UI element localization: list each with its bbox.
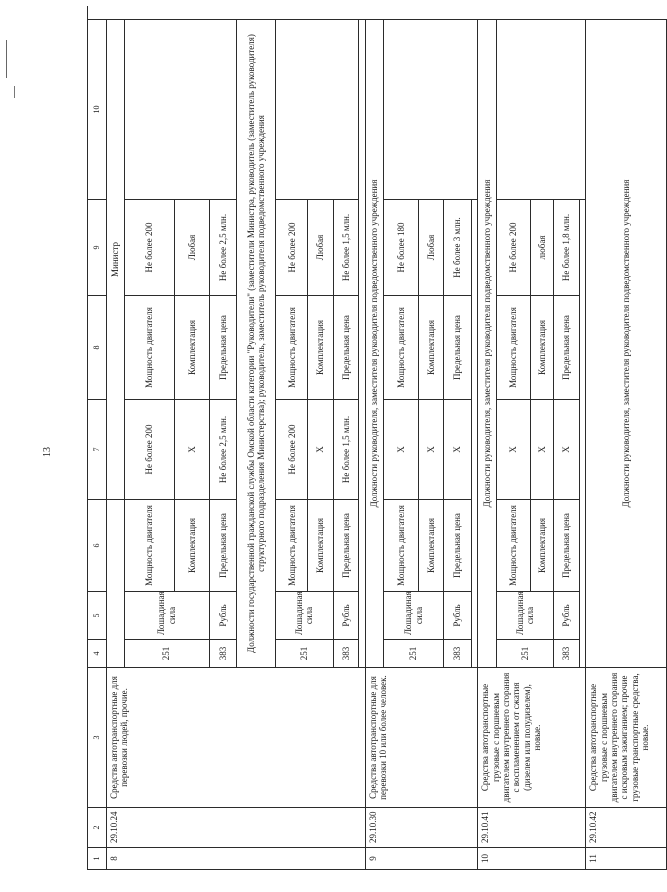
characteristic: Комплектация	[175, 296, 209, 400]
characteristic: Мощность двигателя	[496, 296, 530, 400]
characteristic: Комплектация	[175, 500, 209, 592]
unit-name: Рубль	[554, 592, 579, 640]
unit-name: Рубль	[333, 592, 358, 640]
value: Не более 1,8 млн.	[554, 200, 579, 296]
value: Не более 3 млн.	[443, 200, 471, 296]
characteristic: Мощность двигателя	[276, 500, 308, 592]
characteristic: Комплектация	[308, 296, 333, 400]
value: Не более 200	[276, 400, 308, 500]
margin-mark	[14, 86, 15, 98]
value: Х	[496, 400, 530, 500]
okei-code: 383	[554, 640, 579, 668]
item-name: Средства автотранспортные грузовые с поршневым двигателем внутреннего сгорания с воспламенением от сжатия (дизелем или полудизелем), новые.	[478, 668, 586, 808]
characteristic: Мощность двигателя	[276, 296, 308, 400]
empty-cell	[384, 20, 478, 200]
value: Не более 200	[124, 400, 175, 500]
okpd-code: 29.10.41	[478, 808, 586, 848]
unit-name: Рубль	[209, 592, 237, 640]
value: Не более 2,5 млн.	[209, 200, 237, 296]
group-header: Должности руководителя, заместителя руководителя подведомственного учреждения	[586, 20, 667, 668]
group-header: Должности руководителя, заместителя руководителя подведомственного учреждения	[365, 20, 383, 668]
row-number: 8	[107, 848, 366, 870]
group-header-row	[586, 20, 667, 870]
value: Х	[175, 400, 209, 500]
value: Не более 180	[384, 200, 418, 296]
value: любая	[531, 200, 554, 296]
value: Любая	[175, 200, 209, 296]
row-number: 10	[478, 848, 586, 870]
characteristic: Предельная цена	[333, 296, 358, 400]
value: Х	[554, 400, 579, 500]
okei-code: 383	[333, 640, 358, 668]
row-number: 9	[365, 848, 478, 870]
item-name: Средства автотранспортные для перевозки людей, прочие.	[107, 668, 366, 808]
characteristic: Предельная цена	[443, 500, 471, 592]
unit-name: Лошадиная сила	[124, 592, 209, 640]
characteristic: Предельная цена	[554, 500, 579, 592]
group-header: Министр	[107, 20, 125, 500]
page-number: 13	[42, 447, 53, 457]
empty-cell	[579, 200, 586, 668]
characteristic: Предельная цена	[554, 296, 579, 400]
requirements-table	[87, 19, 667, 870]
value: Любая	[308, 200, 333, 296]
characteristic: Мощность двигателя	[384, 500, 418, 592]
empty-cell	[358, 20, 365, 668]
characteristic: Предельная цена	[209, 500, 237, 592]
characteristic: Комплектация	[531, 500, 554, 592]
column-number: 3	[88, 668, 107, 808]
margin-mark	[6, 40, 7, 78]
group-header-row	[365, 20, 383, 870]
group-header-row	[478, 20, 496, 870]
empty-cell	[124, 20, 237, 200]
group-header: Должности государственной гражданской службы Омской области категории "Руководители" (заместители Министра, руководитель (заместитель руководителя) структурного подразделения Министерства); руководитель, заместитель руководителя подведомственного учреждения	[237, 20, 276, 668]
characteristic: Комплектация	[531, 296, 554, 400]
characteristic: Предельная цена	[333, 500, 358, 592]
column-number: 9	[88, 200, 107, 296]
value: Не более 1,5 млн.	[333, 200, 358, 296]
characteristic: Комплектация	[418, 500, 443, 592]
characteristic: Мощность двигателя	[496, 500, 530, 592]
value: Х	[443, 400, 471, 500]
characteristic: Мощность двигателя	[124, 296, 175, 400]
value: Не более 1,5 млн.	[333, 400, 358, 500]
unit-name: Рубль	[443, 592, 471, 640]
characteristic: Комплектация	[418, 296, 443, 400]
empty-cell	[276, 20, 359, 200]
empty-cell	[107, 500, 125, 668]
column-number: 2	[88, 808, 107, 848]
characteristic: Мощность двигателя	[124, 500, 175, 592]
row-number: 11	[586, 848, 667, 870]
column-number: 10	[88, 20, 107, 200]
characteristic: Предельная цена	[443, 296, 471, 400]
empty-cell	[496, 20, 586, 200]
column-number: 5	[88, 592, 107, 640]
characteristic: Комплектация	[308, 500, 333, 592]
okei-code: 251	[276, 640, 333, 668]
value: Х	[418, 400, 443, 500]
characteristic: Предельная цена	[209, 296, 237, 400]
unit-name: Лошадиная сила	[496, 592, 553, 640]
okei-code: 383	[443, 640, 471, 668]
unit-name: Лошадиная сила	[276, 592, 333, 640]
value: Х	[308, 400, 333, 500]
rotated-document-sheet	[87, 20, 667, 870]
column-number: 8	[88, 296, 107, 400]
group-header: Должности руководителя, заместителя руководителя подведомственного учреждения	[478, 20, 496, 668]
okei-code: 251	[496, 640, 553, 668]
characteristic: Мощность двигателя	[384, 296, 418, 400]
value: Х	[384, 400, 418, 500]
value: Х	[531, 400, 554, 500]
value: Не более 200	[496, 200, 530, 296]
group-header-row	[107, 20, 125, 870]
column-number: 4	[88, 640, 107, 668]
okei-code: 251	[124, 640, 209, 668]
okei-code: 383	[209, 640, 237, 668]
column-number: 7	[88, 400, 107, 500]
okpd-code: 29.10.42	[586, 808, 667, 848]
column-number-row	[88, 20, 107, 870]
value: Любая	[418, 200, 443, 296]
value: Не более 200	[124, 200, 175, 296]
value: Не более 2,5 млн.	[209, 400, 237, 500]
empty-cell	[471, 200, 478, 668]
okei-code: 251	[384, 640, 444, 668]
column-number: 6	[88, 500, 107, 592]
unit-name: Лошадиная сила	[384, 592, 444, 640]
okpd-code: 29.10.30	[365, 808, 478, 848]
value: Не более 200	[276, 200, 308, 296]
item-name: Средства автотранспортные грузовые с поршневым двигателем внутреннего сгорания с искровым зажиганием; прочие грузовые транспортные средства, новые.	[586, 668, 667, 808]
okpd-code: 29.10.24	[107, 808, 366, 848]
item-name: Средства автотранспортные для перевозки 10 или более человек.	[365, 668, 478, 808]
column-number: 1	[88, 848, 107, 870]
